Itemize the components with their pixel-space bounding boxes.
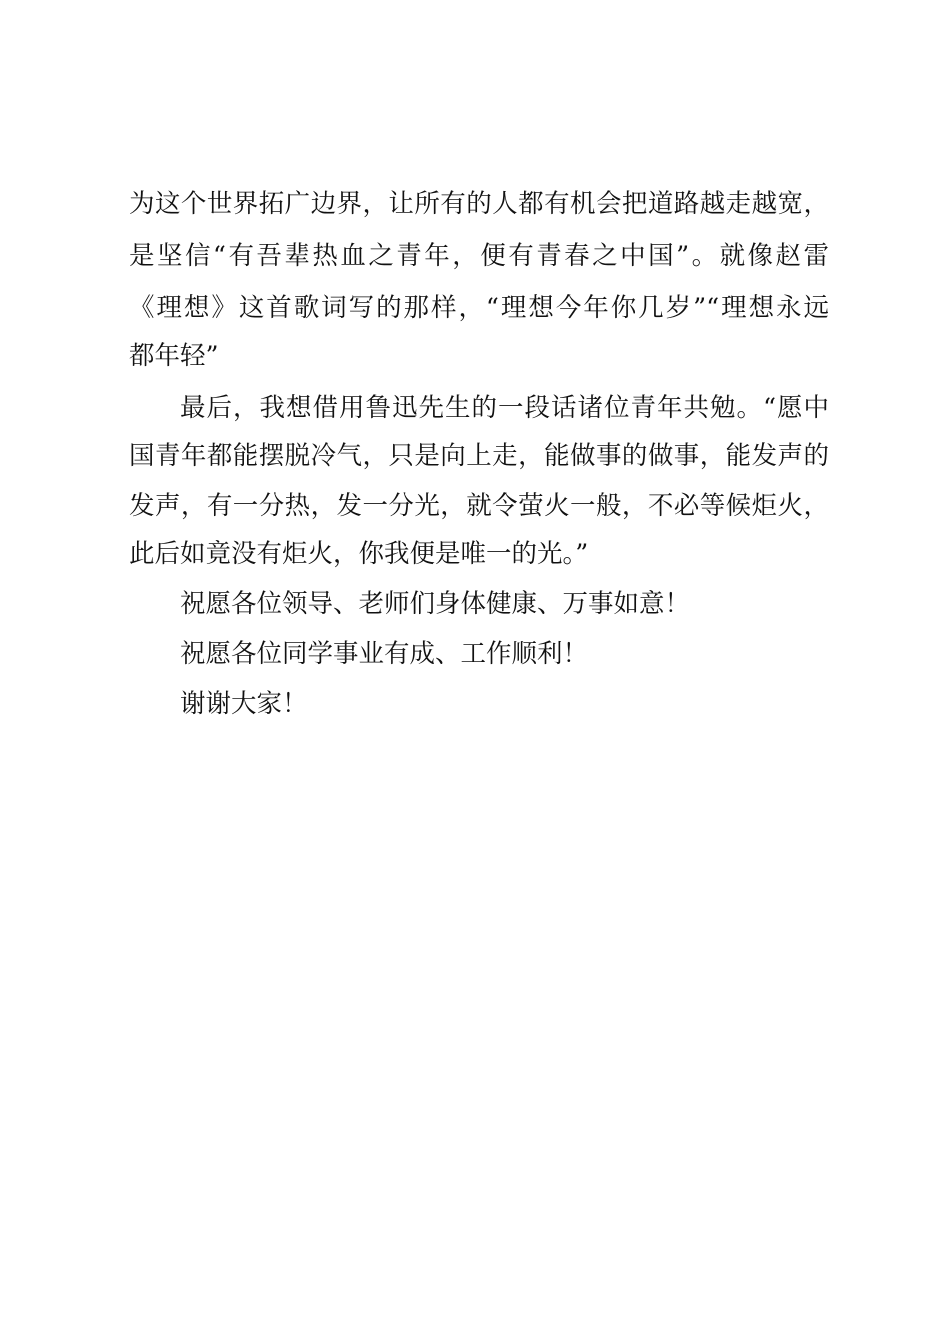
paragraph-2-line-3: 发声，有一分热，发一分光，就令萤火一般，不必等候炬火， <box>129 491 829 521</box>
paragraph-2-line-2: 国青年都能摆脱冷气，只是向上走，能做事的做事，能发声的 <box>129 441 829 471</box>
paragraph-2-line-4: 此后如竟没有炬火，你我便是唯一的光。” <box>129 539 589 569</box>
closing-wish-classmates: 祝愿各位同学事业有成、工作顺利！ <box>180 639 589 669</box>
paragraph-1-line-1: 为这个世界拓广边界，让所有的人都有机会把道路越走越宽， <box>129 189 829 219</box>
paragraph-1-line-4: 都年轻” <box>129 341 219 371</box>
paragraph-1-line-3: 《理想》这首歌词写的那样，“理想今年你几岁”“理想永远 <box>129 293 829 323</box>
closing-thanks: 谢谢大家！ <box>180 689 308 719</box>
closing-wish-leaders: 祝愿各位领导、老师们身体健康、万事如意！ <box>180 589 691 619</box>
paragraph-2-line-1: 最后，我想借用鲁迅先生的一段话诸位青年共勉。“愿中 <box>180 393 829 423</box>
paragraph-1-line-2: 是坚信“有吾辈热血之青年，便有青春之中国”。就像赵雷 <box>129 241 829 271</box>
